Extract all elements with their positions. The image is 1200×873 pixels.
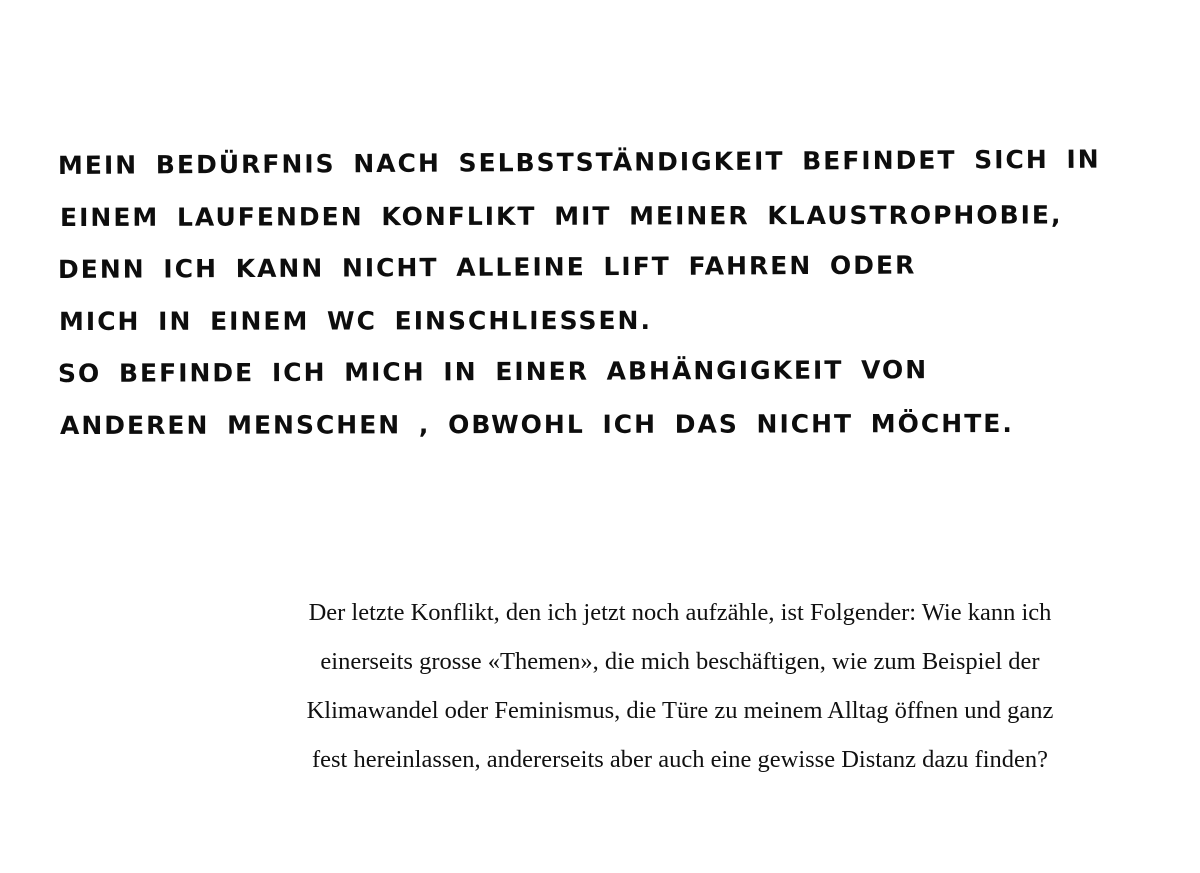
handwritten-line: EINEM LAUFENDEN KONFLIKT MIT MEINER KLAUSTROPHOBIE, bbox=[59, 200, 1063, 232]
handwritten-line: DENN ICH KANN NICHT ALLEINE LIFT FAHREN ODER bbox=[57, 250, 917, 284]
paragraph-line: Der letzte Konflikt, den ich jetzt noch aufzähle, ist Folgender: Wie kann ich bbox=[308, 599, 1052, 626]
typeset-paragraph bbox=[255, 588, 1105, 784]
handwritten-note bbox=[57, 140, 1101, 452]
handwritten-line: MICH IN EINEM WC EINSCHLIESSEN. bbox=[58, 305, 652, 336]
paragraph-line: fest hereinlassen, andererseits aber auch eine gewisse Distanz dazu finden? bbox=[311, 746, 1049, 773]
paragraph-line: Klimawandel oder Feminismus, die Türe zu meinem Alltag öffnen und ganz bbox=[306, 697, 1054, 724]
handwritten-line: SO BEFINDE ICH MICH IN EINER ABHÄNGIGKEIT VON bbox=[57, 355, 929, 388]
handwritten-line: ANDEREN MENSCHEN , OBWOHL ICH DAS NICHT MÖCHTE. bbox=[59, 408, 1014, 440]
handwritten-line: MEIN BEDÜRFNIS NACH SELBSTSTÄNDIGKEIT BEFINDET SICH IN bbox=[57, 144, 1101, 180]
paragraph-line: einerseits grosse «Themen», die mich beschäftigen, wie zum Beispiel der bbox=[320, 648, 1040, 675]
